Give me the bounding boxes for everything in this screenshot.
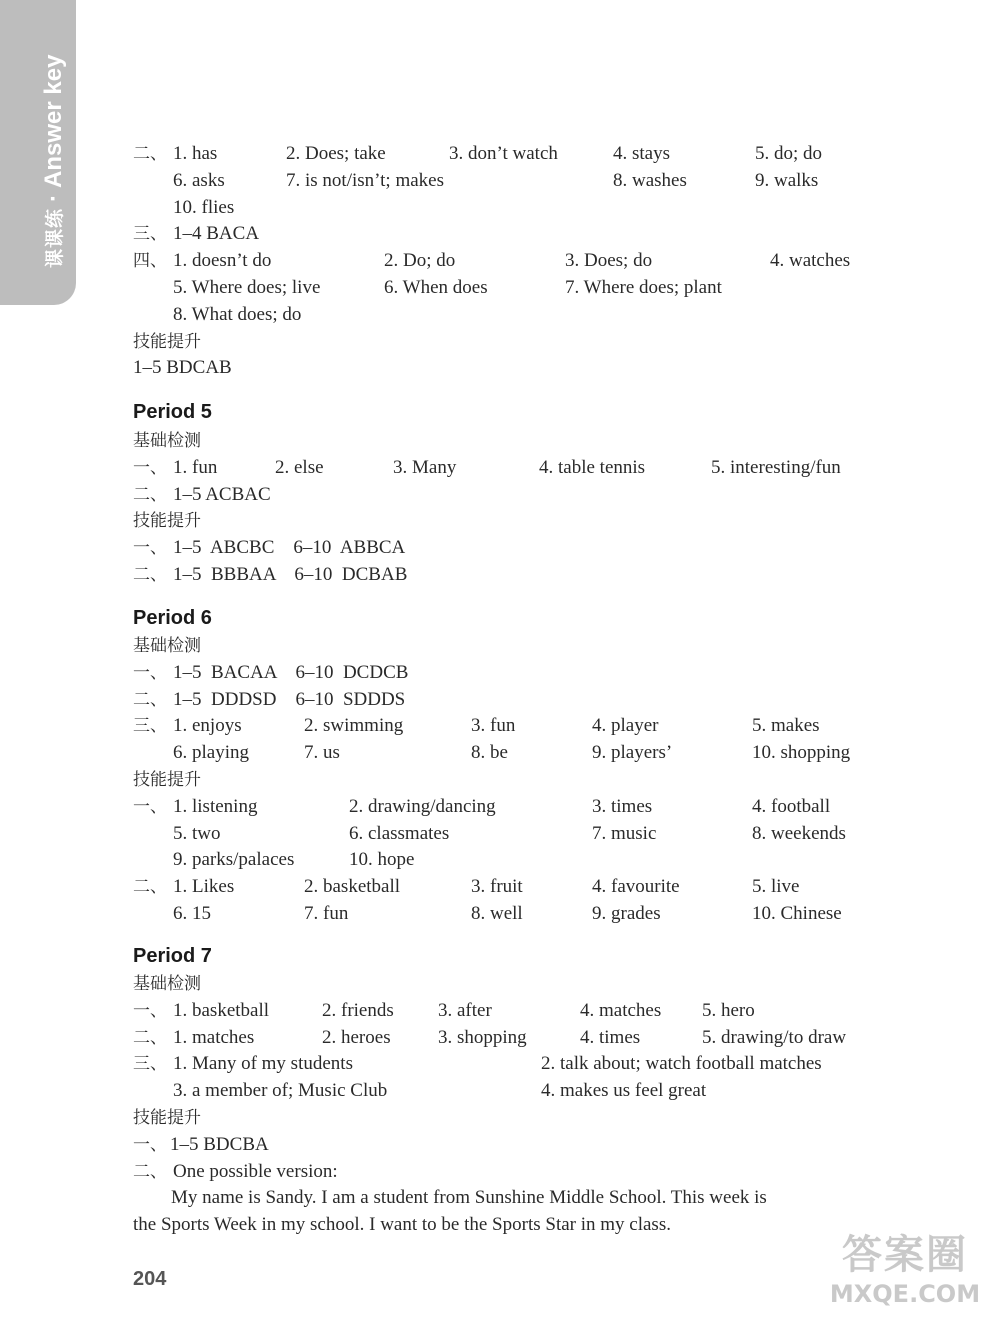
answer-row: 二、 1–5 BBBAA 6–10 DCBAB <box>133 563 408 585</box>
answer-row: 三、 1. enjoys 2. swimming 3. fun 4. player 5. makes <box>133 715 820 737</box>
answer-row: 二、 1–5 DDDSD 6–10 SDDDS <box>133 688 406 710</box>
watermark-logo <box>820 1230 990 1315</box>
section-heading: 技能提升 <box>133 769 201 790</box>
period-7-block <box>133 971 893 1185</box>
answer-row: 二、 1. matches 2. heroes 3. shopping 4. times 5. drawing/to draw <box>133 1026 847 1048</box>
answer-row: 三、 1–4 BACA <box>133 223 260 245</box>
answer-row: 一、 1. basketball 2. friends 3. after 4. matches 5. hero <box>133 999 755 1021</box>
period-6-title: Period 6 <box>133 607 212 629</box>
answer-row: 9. parks/palaces 10. hope <box>173 849 415 871</box>
answer-row: 5. Where does; live 6. When does 7. Where does; plant <box>173 276 722 298</box>
period-5-block <box>133 428 893 589</box>
page-number: 204 <box>133 1268 167 1290</box>
side-tab <box>0 0 76 305</box>
answer-row: 一、 1–5 BDCBA <box>133 1133 269 1155</box>
sample-essay <box>133 1185 853 1239</box>
answer-row: 一、 1–5 ABCBC 6–10 ABBCA <box>133 537 406 559</box>
answer-block-previous <box>133 141 893 382</box>
section-heading: 技能提升 <box>133 331 201 352</box>
answer-row: 5. two 6. classmates 7. music 8. weekends <box>173 822 846 844</box>
answer-row: 一、 1. fun 2. else 3. Many 4. table tennis 5. interesting/fun <box>133 456 841 478</box>
answer-row: 四、 1. doesn’t do 2. Do; do 3. Does; do 4. watches <box>133 250 851 272</box>
answer-row: 二、 1–5 ACBAC <box>133 483 271 505</box>
essay-line: My name is Sandy. I am a student from Sunshine Middle School. This week is <box>171 1187 767 1208</box>
answer-row: 一、 1–5 BACAA 6–10 DCDCB <box>133 661 409 683</box>
section-heading: 基础检测 <box>133 974 201 994</box>
answer-row: 10. flies <box>173 196 235 218</box>
section-heading: 基础检测 <box>133 636 201 656</box>
section-heading: 技能提升 <box>133 1107 201 1128</box>
answer-row: 二、 One possible version: <box>133 1160 338 1182</box>
section-heading: 技能提升 <box>133 511 201 532</box>
answer-row: 3. a member of; Music Club 4. makes us feel great <box>173 1080 707 1102</box>
answer-row: 二、 1. has 2. Does; take 3. don’t watch 4. stays 5. do; do <box>133 143 823 164</box>
answer-row: 6. asks 7. is not/isn’t; makes 8. washes 9. walks <box>173 169 819 191</box>
answer-row: 6. playing 7. us 8. be 9. players’ 10. shopping <box>173 742 851 764</box>
period-6-block <box>133 633 893 928</box>
side-tab-label: 课课练·Answer key <box>40 54 67 268</box>
answer-row: 6. 15 7. fun 8. well 9. grades 10. Chinese <box>173 902 842 924</box>
answer-row: 1–5 BDCAB <box>133 357 232 379</box>
answer-row: 三、 1. Many of my students 2. talk about; watch football matches <box>133 1053 822 1075</box>
watermark-url: MXQE.COM <box>829 1280 981 1308</box>
answer-row: 8. What does; do <box>173 303 302 325</box>
period-5-title: Period 5 <box>133 401 212 423</box>
watermark-text: 答案圈 <box>842 1232 968 1278</box>
section-heading: 基础检测 <box>133 431 201 451</box>
answer-row: 二、 1. Likes 2. basketball 3. fruit 4. favourite 5. live <box>133 876 800 898</box>
period-7-title: Period 7 <box>133 945 212 967</box>
answer-row: 一、 1. listening 2. drawing/dancing 3. times 4. football <box>133 795 831 817</box>
essay-line: the Sports Week in my school. I want to be the Sports Star in my class. <box>133 1213 671 1235</box>
